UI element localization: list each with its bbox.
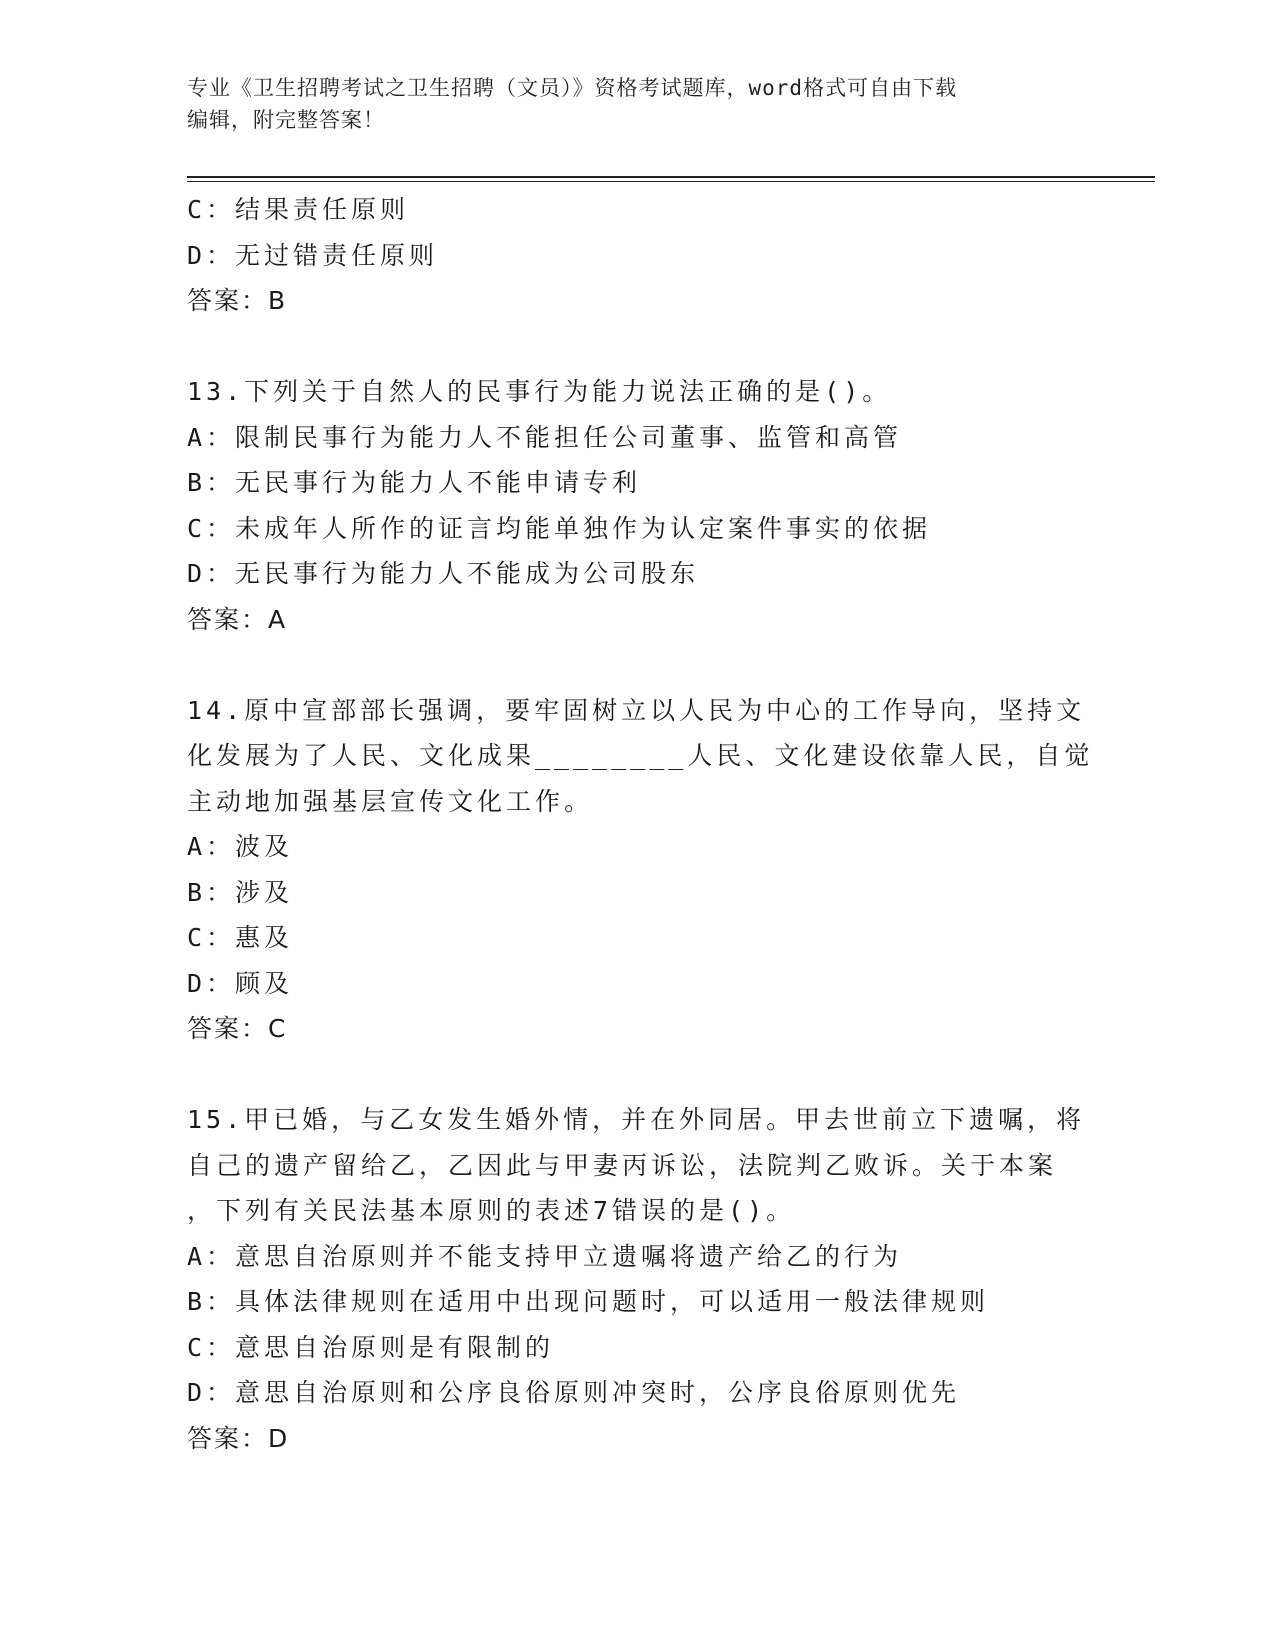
question-text: 主动地加强基层宣传文化工作。 [187, 786, 594, 816]
header-rule-thick [187, 176, 1155, 178]
question-text: 15.甲已婚，与乙女发生婚外情，并在外同居。甲去世前立下遗嘱，将 [187, 1105, 1086, 1134]
option-d: D：无民事行为能力人不能成为公司股东 [187, 559, 700, 588]
option-c: C：结果责任原则 [187, 195, 410, 224]
question-15 [187, 1097, 1107, 1461]
header-line-1: 专业《卫生招聘考试之卫生招聘（文员）》资格考试题库，word格式可自由下载 [187, 76, 958, 100]
option-a: A：限制民事行为能力人不能担任公司董事、监管和高管 [187, 422, 903, 452]
option-d: D：顾及 [187, 968, 294, 998]
question-text: 自己的遗产留给乙，乙因此与甲妻丙诉讼，法院判乙败诉。关于本案 [187, 1150, 1058, 1180]
question-text: ，下列有关民法基本原则的表述7错误的是()。 [187, 1196, 796, 1225]
header-line-2: 编辑，附完整答案！ [187, 108, 385, 132]
spacer [187, 642, 1107, 688]
answer-line: 答案：A [187, 604, 288, 634]
question-13 [187, 369, 1107, 642]
option-d: D：意思自治原则和公序良俗原则冲突时，公序良俗原则优先 [187, 1378, 961, 1407]
question-text: 13.下列关于自然人的民事行为能力说法正确的是()。 [187, 377, 892, 406]
question-12-continuation [187, 187, 1107, 324]
question-text: 化发展为了人民、文化成果________人民、文化建设依靠人民，自觉 [187, 741, 1094, 770]
option-c: C：意思自治原则是有限制的 [187, 1332, 555, 1362]
answer-line: 答案：D [187, 1423, 290, 1453]
spacer [187, 1052, 1107, 1098]
header-rule-thin [187, 181, 1155, 182]
option-d: D：无过错责任原则 [187, 240, 439, 270]
option-b: B：具体法律规则在适用中出现问题时，可以适用一般法律规则 [187, 1287, 990, 1316]
option-c: C：惠及 [187, 923, 294, 952]
document-header [187, 72, 1087, 136]
spacer [187, 324, 1107, 370]
question-14 [187, 688, 1107, 1052]
option-a: A：意思自治原则并不能支持甲立遗嘱将遗产给乙的行为 [187, 1241, 903, 1271]
option-c: C：未成年人所作的证言均能单独作为认定案件事实的依据 [187, 513, 932, 543]
answer-line: 答案：C [187, 1014, 288, 1043]
answer-line: 答案：B [187, 286, 288, 315]
option-b: B：涉及 [187, 877, 294, 907]
option-a: A：波及 [187, 832, 294, 861]
option-b: B：无民事行为能力人不能申请专利 [187, 468, 642, 497]
document-body [187, 187, 1107, 1461]
question-text: 14.原中宣部部长强调，要牢固树立以人民为中心的工作导向，坚持文 [187, 695, 1086, 725]
